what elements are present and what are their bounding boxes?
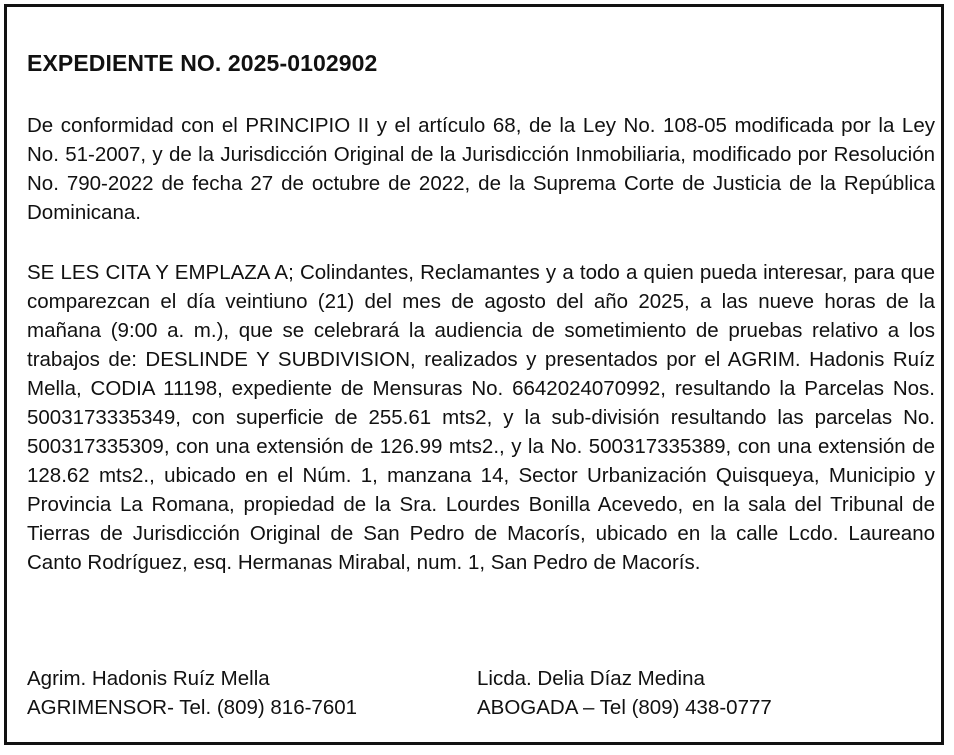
- surveyor-signature: [27, 664, 357, 722]
- signatures-block: [27, 664, 935, 724]
- surveyor-name: Agrim. Hadonis Ruíz Mella: [27, 667, 270, 690]
- legal-basis-paragraph: De conformidad con el PRINCIPIO II y el artículo 68, de la Ley No. 108-05 modificada por la Ley No. 51-2007, y de la Jurisdicción Original de la Jurisdicción Inmobiliaria, modificado por Resolución No. 790-2022 de fecha 27 de octubre de 2022, de la Suprema Corte de Justicia de la República Dominicana.: [27, 114, 935, 224]
- lawyer-role-phone: ABOGADA – Tel (809) 438-0777: [477, 696, 772, 719]
- lawyer-signature: [477, 664, 772, 722]
- summons-paragraph: SE LES CITA Y EMPLAZA A; Colindantes, Reclamantes y a todo a quien pueda interesar, para que comparezcan el día veintiuno (21) del mes de agosto del año 2025, a las nueve horas de la mañana (9:00 a. m.), que se celebrará la audiencia de sometimiento de pruebas relativo a los trabajos de: DESLINDE Y SUBDIVISION, realizados y presentados por el AGRIM. Hadonis Ruíz Mella, CODIA 11198, expediente de Mensuras No. 6642024070992, resultando la Parcelas Nos. 5003173335349, con superficie de 255.61 mts2, y la sub-división resultando las parcelas No. 500317335309, con una extensión de 126.99 mts2., y la No. 500317335389, con una extensión de 128.62 mts2., ubicado en el Núm. 1, manzana 14, Sector Urbanización Quisqueya, Municipio y Provincia La Romana, propiedad de la Sra. Lourdes Bonilla Acevedo, en la sala del Tribunal de Tierras de Jurisdicción Original de San Pedro de Macorís, ubicado en la calle Lcdo. Laureano Canto Rodríguez, esq. Hermanas Mirabal, num. 1, San Pedro de Macorís.: [27, 261, 935, 574]
- lawyer-name: Licda. Delia Díaz Medina: [477, 667, 705, 690]
- notice-title: EXPEDIENTE NO. 2025-0102902: [27, 50, 378, 76]
- surveyor-role-phone: AGRIMENSOR- Tel. (809) 816-7601: [27, 696, 358, 719]
- legal-notice-box: [4, 4, 944, 745]
